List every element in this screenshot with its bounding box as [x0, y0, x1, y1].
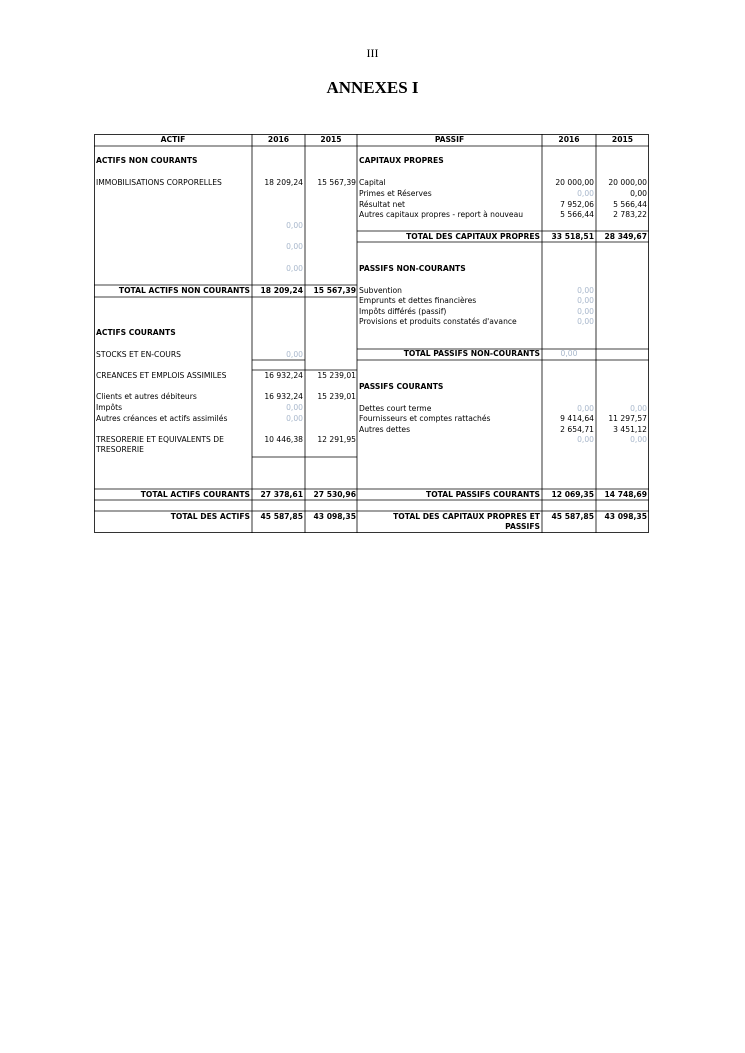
header-year-2016: 2016	[267, 135, 290, 144]
autres-capitaux-2015: 2 783,22	[613, 210, 647, 219]
resultat-label: Résultat net	[359, 200, 405, 209]
autres-creances-2016: 0,00	[286, 414, 303, 423]
header-actif: ACTIF	[160, 135, 186, 144]
dettes-court-terme-2016: 0,00	[577, 404, 594, 413]
creances-2015: 15 239,01	[317, 371, 356, 380]
passif-courant-zero-2015: 0,00	[630, 435, 647, 444]
page-number: III	[366, 46, 379, 60]
stocks-2016: 0,00	[286, 350, 303, 359]
resultat-2016: 7 952,06	[560, 200, 594, 209]
total-passifs-2016: 45 587,85	[551, 512, 594, 521]
total-capitaux-propres-et-passifs-label: TOTAL DES CAPITAUX PROPRES ET PASSIFS	[393, 512, 540, 531]
autres-dettes-2015: 3 451,12	[613, 425, 647, 434]
emprunts-2016: 0,00	[577, 296, 594, 305]
passif-courant-zero-2016: 0,00	[577, 435, 594, 444]
subvention-2016: 0,00	[577, 286, 594, 295]
total-actifs-courants-2016: 27 378,61	[260, 490, 303, 499]
total-capitaux-propres-2015: 28 349,67	[604, 232, 647, 241]
fournisseurs-label: Fournisseurs et comptes rattachés	[359, 414, 491, 423]
capital-2015: 20 000,00	[608, 178, 647, 187]
dettes-court-terme-2015: 0,00	[630, 404, 647, 413]
total-passifs-courants-2016: 12 069,35	[551, 490, 594, 499]
clients-label: Clients et autres débiteurs	[96, 392, 197, 401]
immobilisations-2016: 18 209,24	[264, 178, 303, 187]
total-capitaux-propres-label: TOTAL DES CAPITAUX PROPRES	[406, 232, 540, 241]
header-passif: PASSIF	[434, 135, 465, 144]
primes-label: Primes et Réserves	[359, 189, 432, 198]
tresorerie-2015: 12 291,95	[317, 435, 356, 444]
immobilisations-label: IMMOBILISATIONS CORPORELLES	[96, 178, 222, 187]
header-year-2015: 2015	[320, 135, 342, 144]
total-actifs-non-courants-2016: 18 209,24	[260, 286, 303, 295]
stocks-label: STOCKS ET EN-COURS	[96, 350, 181, 359]
impots-differes-label: Impôts différés (passif)	[359, 307, 447, 316]
clients-2015: 15 239,01	[317, 392, 356, 401]
creances-label: CREANCES ET EMPLOIS ASSIMILES	[96, 371, 227, 380]
capital-2016: 20 000,00	[555, 178, 594, 187]
total-capitaux-propres-2016: 33 518,51	[551, 232, 594, 241]
actif-nc-zero-1: 0,00	[286, 221, 303, 230]
actif-nc-zero-3: 0,00	[286, 264, 303, 273]
capitaux-propres-title: CAPITAUX PROPRES	[359, 156, 444, 165]
capital-label: Capital	[359, 178, 386, 187]
autres-dettes-2016: 2 654,71	[560, 425, 594, 434]
provisions-2016: 0,00	[577, 317, 594, 326]
total-actifs-courants-2015: 27 530,96	[313, 490, 356, 499]
total-actifs-non-courants-label: TOTAL ACTIFS NON COURANTS	[118, 286, 250, 295]
resultat-2015: 5 566,44	[613, 200, 647, 209]
total-actifs-2016: 45 587,85	[260, 512, 303, 521]
autres-dettes-label: Autres dettes	[359, 425, 411, 434]
total-actifs-courants-label: TOTAL ACTIFS COURANTS	[140, 490, 250, 499]
actifs-courants-title: ACTIFS COURANTS	[96, 328, 176, 337]
total-actifs-2015: 43 098,35	[313, 512, 356, 521]
total-passifs-courants-2015: 14 748,69	[604, 490, 647, 499]
total-passifs-non-courants-2016: 0,00	[560, 349, 578, 358]
total-passifs-2015: 43 098,35	[604, 512, 647, 521]
header-passif-2015: 2015	[611, 135, 634, 144]
primes-2016: 0,00	[577, 189, 594, 198]
header-passif-2016: 2016	[558, 135, 580, 144]
provisions-label: Provisions et produits constatés d'avance	[359, 317, 517, 326]
autres-capitaux-label: Autres capitaux propres - report à nouveau	[359, 210, 524, 219]
total-actifs-non-courants-2015: 15 567,39	[313, 286, 356, 295]
passifs-courants-title: PASSIFS COURANTS	[359, 382, 444, 391]
total-passifs-courants-label: TOTAL PASSIFS COURANTS	[426, 490, 540, 499]
fournisseurs-2015: 11 297,57	[608, 414, 647, 423]
tresorerie-2016: 10 446,38	[264, 435, 303, 444]
impots-differes-2016: 0,00	[577, 307, 594, 316]
immobilisations-2015: 15 567,39	[317, 178, 356, 187]
passifs-non-courants-title: PASSIFS NON-COURANTS	[359, 264, 466, 273]
subvention-label: Subvention	[359, 286, 402, 295]
clients-2016: 16 932,24	[264, 392, 303, 401]
autres-capitaux-2016: 5 566,44	[560, 210, 594, 219]
impots-label: Impôts	[96, 403, 123, 412]
primes-2015: 0,00	[630, 189, 647, 198]
dettes-court-terme-label: Dettes court terme	[359, 404, 432, 413]
actif-nc-zero-2: 0,00	[286, 242, 303, 251]
autres-creances-label: Autres créances et actifs assimilés	[96, 414, 228, 423]
total-passifs-non-courants-label: TOTAL PASSIFS NON-COURANTS	[403, 349, 540, 358]
creances-2016: 16 932,24	[264, 371, 303, 380]
emprunts-label: Emprunts et dettes financières	[359, 296, 477, 305]
total-actifs-label: TOTAL DES ACTIFS	[170, 512, 250, 521]
tresorerie-label: TRESORERIE ET EQUIVALENTS DE TRESORERIE	[96, 435, 224, 454]
balance-sheet-table	[94, 134, 649, 533]
actifs-non-courants-title: ACTIFS NON COURANTS	[96, 156, 198, 165]
fournisseurs-2016: 9 414,64	[560, 414, 594, 423]
page-title: ANNEXES I	[326, 78, 419, 97]
impots-2016: 0,00	[286, 403, 303, 412]
